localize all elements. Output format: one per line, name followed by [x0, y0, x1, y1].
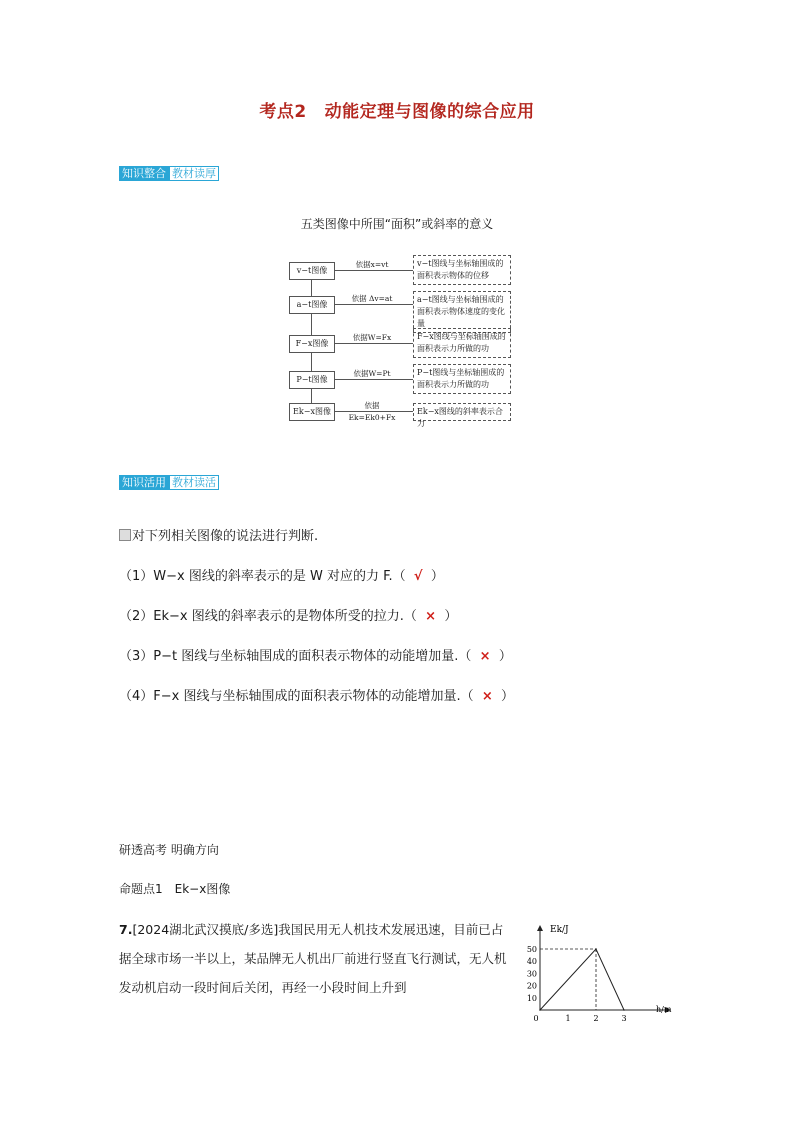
section-badge-integrate: 知识整合 教材读厚	[119, 166, 219, 181]
diagram-desc-fx: F−x图线与坐标轴围成的面积表示力所做的功	[413, 328, 511, 358]
y-tick-label: 40	[526, 957, 537, 967]
proposition-heading: 命题点1 Ek−x图像	[119, 882, 231, 896]
problem-text: 7.[2024湖北武汉摸底/多选]我国民用无人机技术发展迅速，目前已占据全球市场一半以上，某品牌无人机出厂前进行竖直飞行测试，无人机发动机启动一段时间后关闭，再经一小段时间上升到	[119, 922, 507, 995]
x-tick-label: 3	[621, 1014, 627, 1023]
y-tick-label: 30	[526, 969, 537, 979]
diagram-desc-at: a−t图线与坐标轴围成的面积表示物体速度的变化量	[413, 291, 511, 333]
diagram-box-vt: v−t图像	[289, 262, 335, 280]
x-tick-label: 0	[533, 1014, 539, 1023]
diagram-desc-pt: P−t图线与坐标轴围成的面积表示力所做的功	[413, 364, 511, 394]
x-axis-label: h/m	[656, 1005, 672, 1014]
section-heading: 研透高考 明确方向	[119, 843, 219, 857]
answer-mark-1: √	[413, 569, 423, 584]
ek-h-chart	[520, 918, 680, 1023]
section-badge-apply: 知识活用 教材读活	[119, 475, 219, 490]
diagram-desc-ekx: Ek−x图线的斜率表示合力	[413, 403, 511, 421]
diagram-desc-vt: v−t图线与坐标轴围成的面积表示物体的位移	[413, 255, 511, 285]
y-tick-label: 10	[526, 993, 537, 1003]
data-point	[595, 948, 597, 950]
y-axis-label: Ek/J	[550, 925, 569, 935]
diagram-box-ekx: Ek−x图像	[289, 403, 335, 421]
series-line	[540, 949, 624, 1010]
question-intro: 对下列相关图像的说法进行判断.	[119, 525, 318, 544]
page-title: 考点2 动能定理与图像的综合应用	[259, 102, 535, 122]
question-item-4: （4）F−x 图线与坐标轴围成的面积表示物体的动能增加量.（ × ）	[119, 689, 515, 704]
data-point	[623, 1009, 625, 1011]
diagram-box-pt: P−t图像	[289, 371, 335, 389]
diagram-box-at: a−t图像	[289, 296, 335, 314]
answer-mark-2: ×	[425, 609, 437, 624]
question-item-1: （1）W−x 图线的斜率表示的是 W 对应的力 F.（ √ ）	[119, 569, 444, 584]
answer-mark-3: ×	[479, 649, 491, 664]
x-tick-label: 1	[565, 1014, 571, 1023]
y-tick-label: 50	[526, 945, 537, 954]
y-tick-label: 20	[526, 981, 537, 991]
data-point	[539, 1009, 541, 1011]
question-number-icon	[119, 529, 131, 541]
diagram-title: 五类图像中所围“面积”或斜率的意义	[300, 217, 494, 231]
question-item-3: （3）P−t 图线与坐标轴围成的面积表示物体的动能增加量.（ × ）	[119, 649, 512, 664]
diagram-box-fx: F−x图像	[289, 335, 335, 353]
answer-mark-4: ×	[481, 689, 493, 704]
x-tick-label: 2	[593, 1014, 599, 1023]
question-item-2: （2）Ek−x 图线的斜率表示的是物体所受的拉力.（ × ）	[119, 609, 458, 624]
